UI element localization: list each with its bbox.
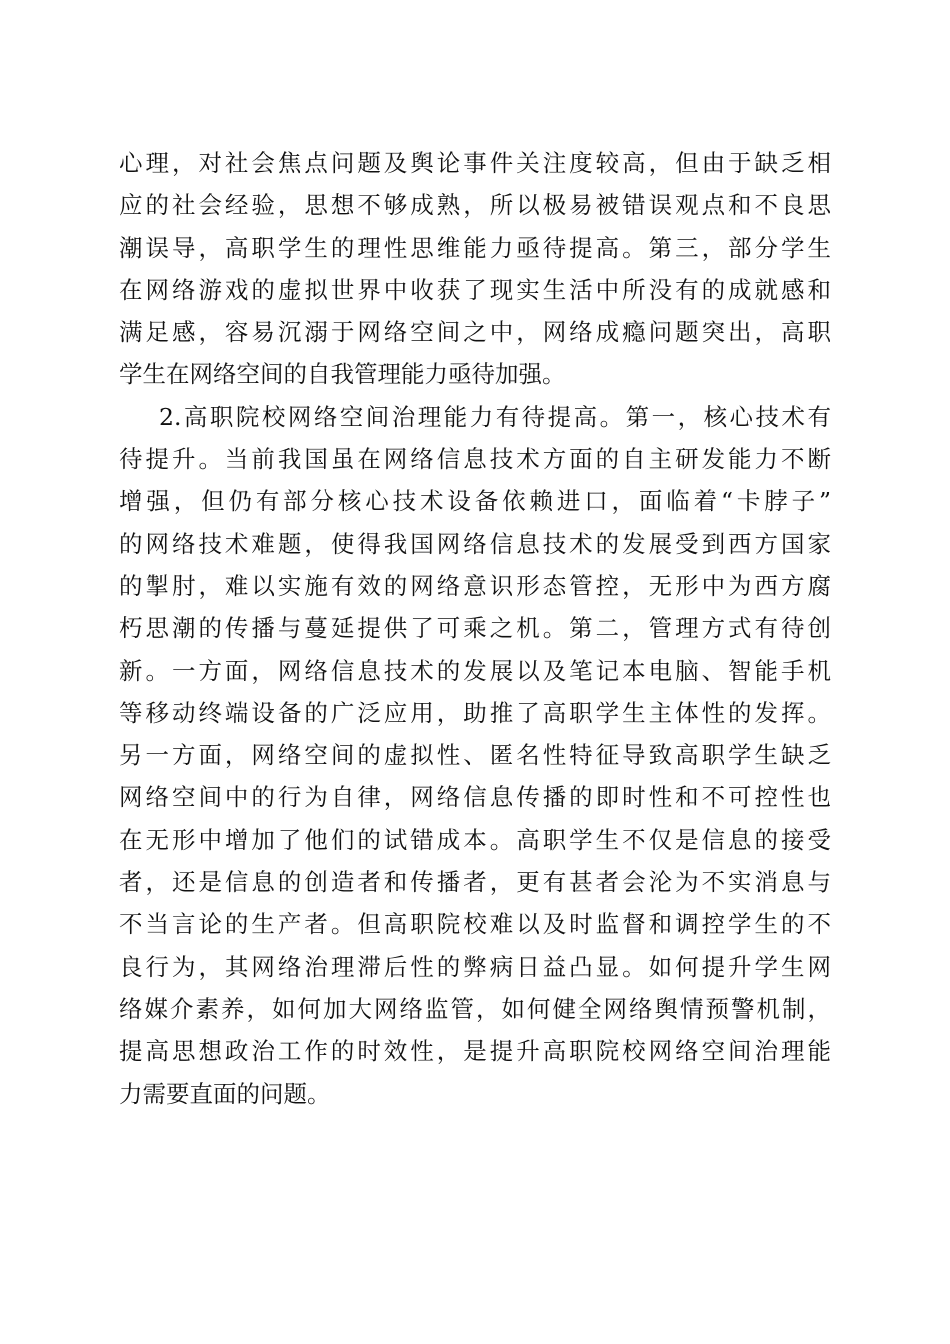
text-line: 力需要直面的问题。 [119,1079,331,1108]
text-line: 在网络游戏的虚拟世界中收获了现实生活中所没有的成就感和 [119,275,831,304]
text-line: 增强，但仍有部分核心技术设备依赖进口，面临着“卡脖子” [119,487,831,516]
text-line: 网络空间中的行为自律，网络信息传播的即时性和不可控性也 [119,783,831,812]
text-line: 不当言论的生产者。但高职院校难以及时监督和调控学生的不 [119,910,831,939]
text-line: 在无形中增加了他们的试错成本。高职学生不仅是信息的接受 [119,825,831,854]
text-line: 潮误导，高职学生的理性思维能力亟待提高。第三，部分学生 [119,233,831,262]
text-line: 心理，对社会焦点问题及舆论事件关注度较高，但由于缺乏相 [119,149,831,177]
text-line: 应的社会经验，思想不够成熟，所以极易被错误观点和不良思 [119,191,831,220]
text-line: 络媒介素养，如何加大网络监管，如何健全网络舆情预警机制， [119,994,831,1023]
text-line: 等移动终端设备的广泛应用，助推了高职学生主体性的发挥。 [119,698,831,727]
text-line: 的网络技术难题，使得我国网络信息技术的发展受到西方国家 [119,529,831,558]
text-line: 另一方面，网络空间的虚拟性、匿名性特征导致高职学生缺乏 [119,741,831,770]
section-heading-line: 2.高职院校网络空间治理能力有待提高。第一，核心技术有 [159,402,831,431]
text-line: 良行为，其网络治理滞后性的弊病日益凸显。如何提升学生网 [119,952,831,981]
text-line: 待提升。当前我国虽在网络信息技术方面的自主研发能力不断 [119,445,831,474]
body-text [119,142,831,1115]
text-line: 提高思想政治工作的时效性，是提升高职院校网络空间治理能 [119,1037,831,1066]
text-line: 的掣肘，难以实施有效的网络意识形态管控，无形中为西方腐 [119,571,831,600]
text-line: 者，还是信息的创造者和传播者，更有甚者会沦为不实消息与 [119,868,831,897]
text-line: 新。一方面，网络信息技术的发展以及笔记本电脑、智能手机 [119,656,831,685]
text-line: 学生在网络空间的自我管理能力亟待加强。 [119,360,566,389]
text-line: 朽思潮的传播与蔓延提供了可乘之机。第二，管理方式有待创 [119,614,831,643]
text-line: 满足感，容易沉溺于网络空间之中，网络成瘾问题突出，高职 [119,318,831,347]
